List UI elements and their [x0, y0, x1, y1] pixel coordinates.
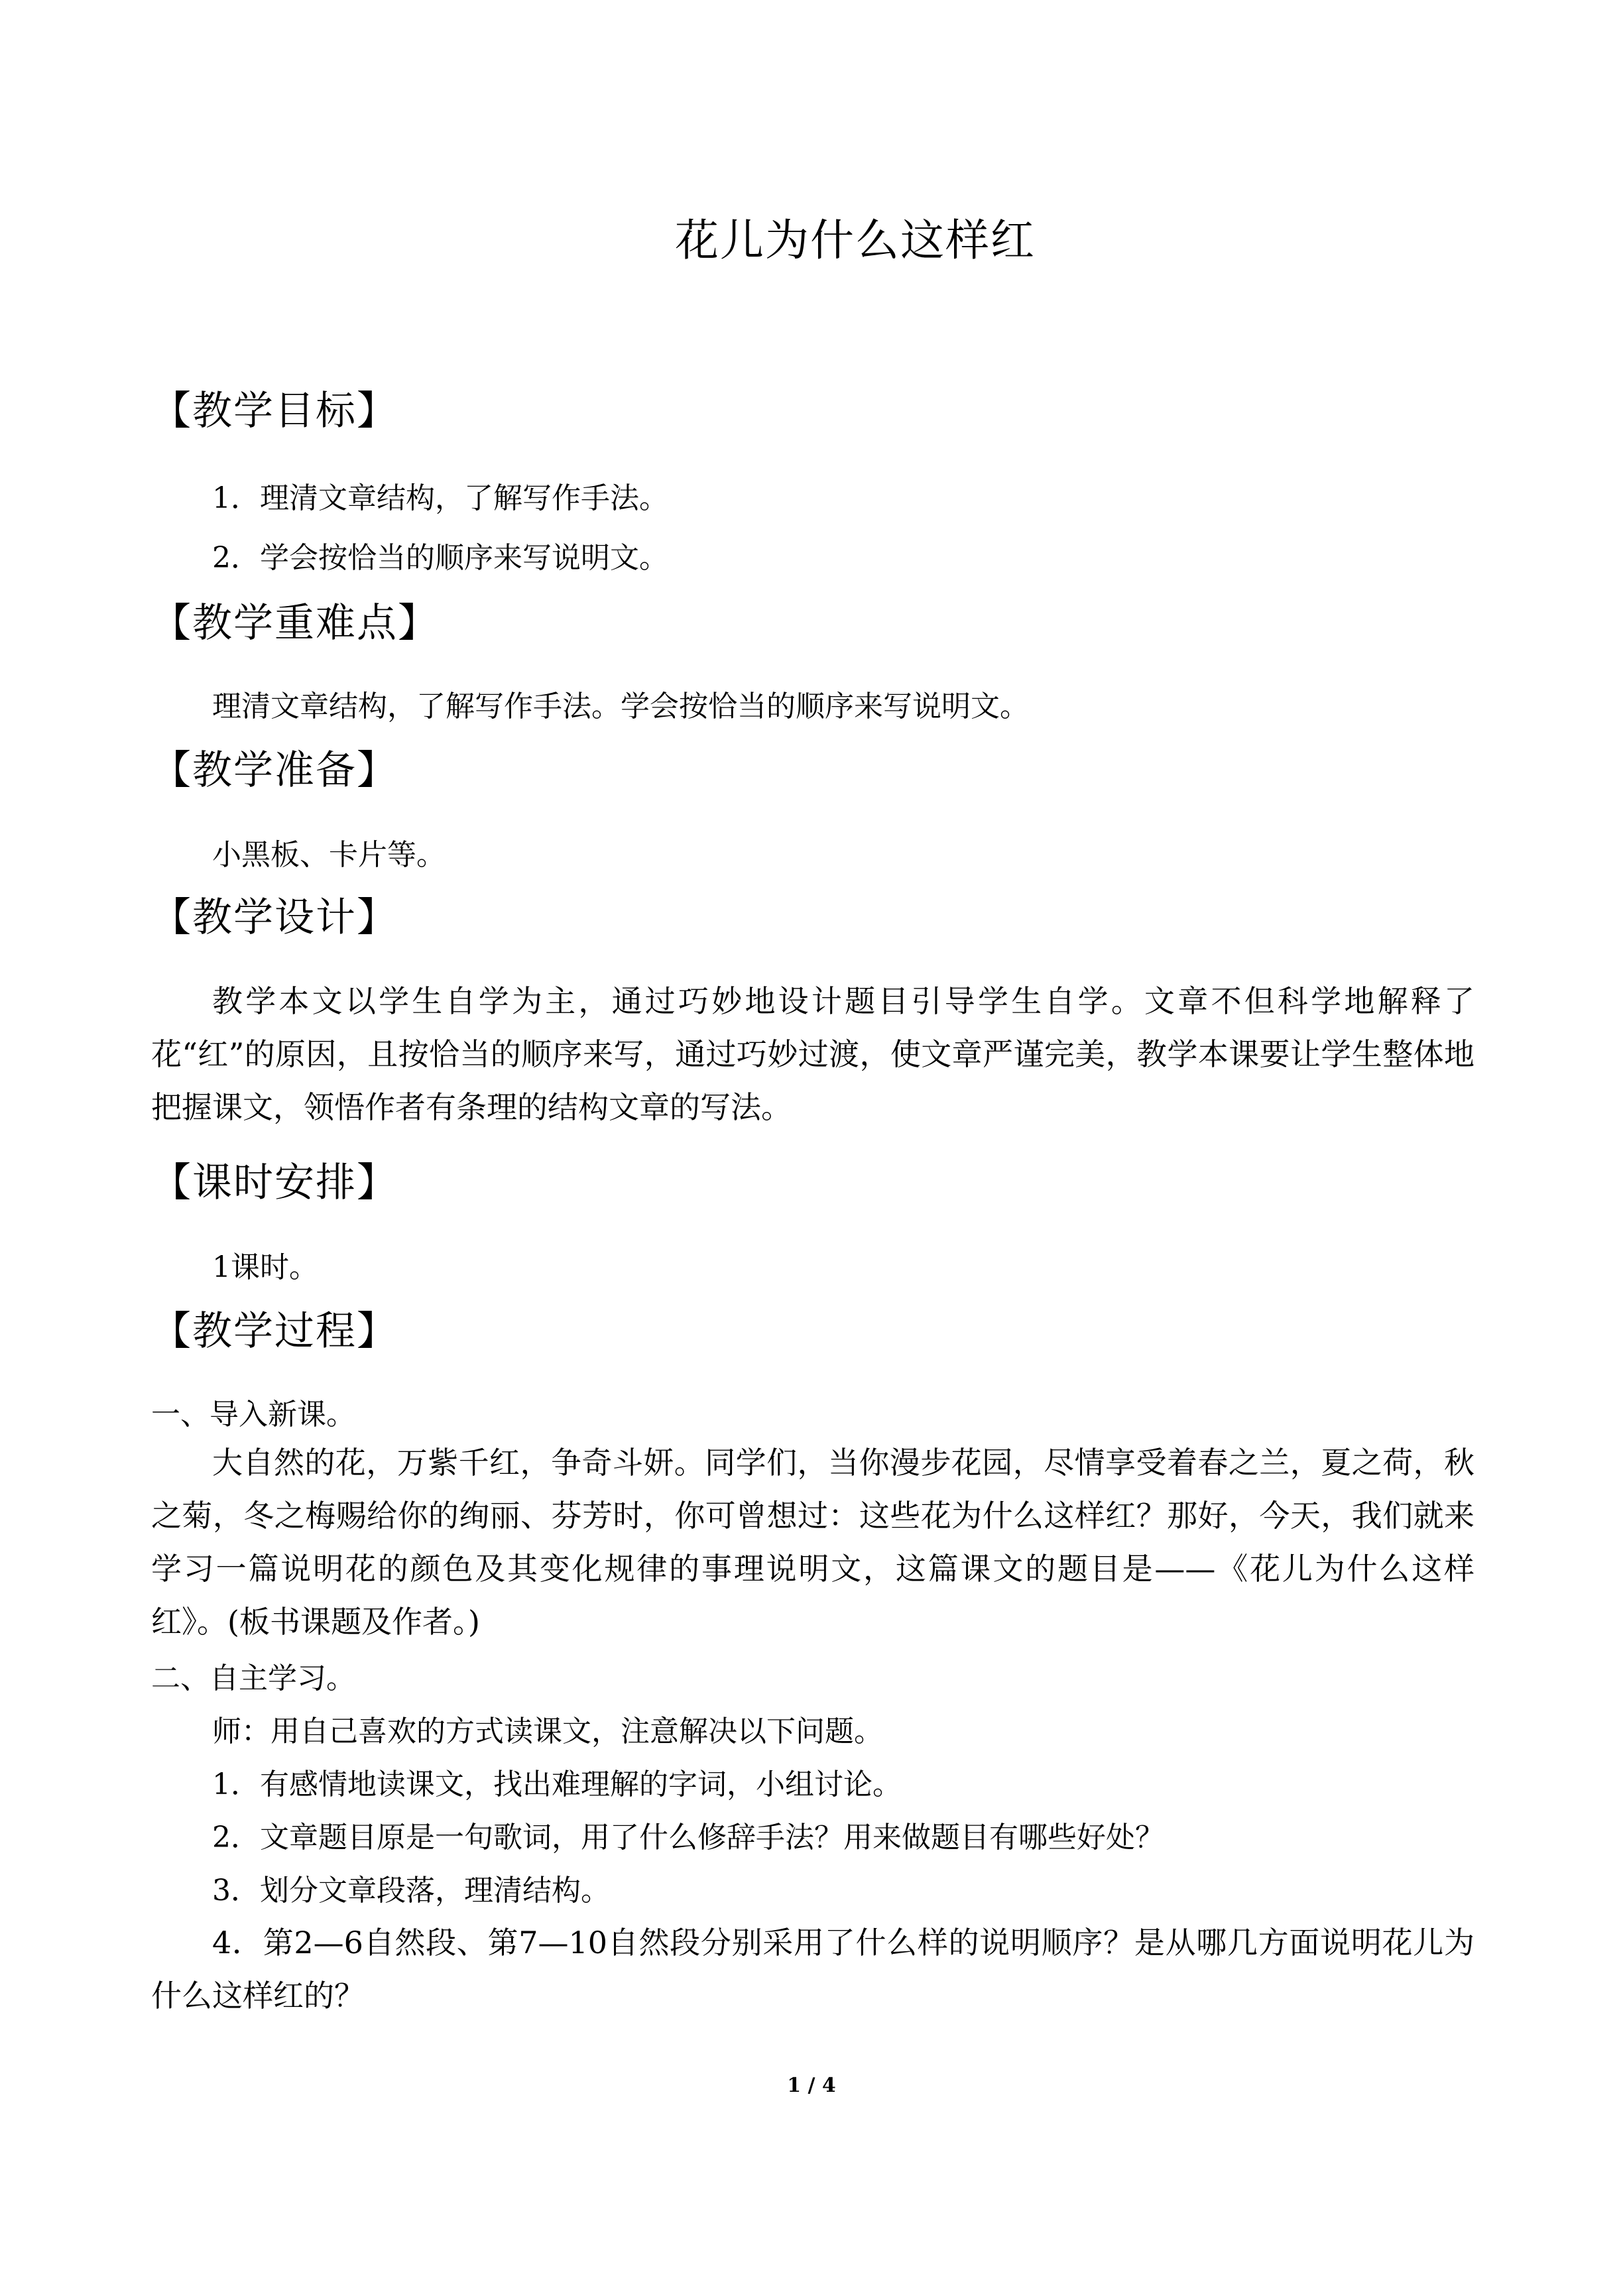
- page-number: 1 / 4: [787, 2074, 836, 2097]
- process-part2-title: 二、自主学习。: [151, 1662, 355, 1695]
- heading-objectives: 【教学目标】: [151, 388, 398, 434]
- process-part1-paragraph: 大自然的花，万紫千红，争奇斗妍。同学们，当你漫步花园，尽情享受着春之兰，夏之荷，秋之菊，冬之梅赐给你的绚丽、芬芳时，你可曾想过：这些花为什么这样红？那好，今天，我们就来学习一篇说明花的颜色及其变化规律的事理说明文，这篇课文的题目是——《花儿为什么这样红》。(板书课题及作者。): [151, 1445, 1474, 1640]
- process-part1-title: 一、导入新课。: [151, 1398, 355, 1431]
- preparation-text: 小黑板、卡片等。: [212, 838, 446, 872]
- heading-schedule: 【课时安排】: [151, 1160, 398, 1206]
- heading-process: 【教学过程】: [151, 1308, 398, 1355]
- heading-design: 【教学设计】: [151, 894, 398, 941]
- heading-preparation: 【教学准备】: [151, 747, 398, 794]
- document-title: 花儿为什么这样红: [675, 215, 1036, 266]
- question-3: 3．划分文章段落，理清结构。: [212, 1874, 610, 1907]
- question-1: 1．有感情地读课文，找出难理解的字词，小组讨论。: [212, 1768, 902, 1801]
- objective-item-1: 1．理清文章结构，了解写作手法。: [212, 481, 668, 515]
- schedule-text: 1课时。: [212, 1250, 318, 1284]
- question-4: 4．第2—6自然段、第7—10自然段分别采用了什么样的说明顺序？是从哪几方面说明花儿为什么这样红的？: [151, 1925, 1474, 2014]
- process-part2-intro: 师：用自己喜欢的方式读课文，注意解决以下问题。: [212, 1715, 883, 1748]
- key-points-text: 理清文章结构，了解写作手法。学会按恰当的顺序来写说明文。: [212, 690, 1029, 723]
- question-2: 2．文章题目原是一句歌词，用了什么修辞手法？用来做题目有哪些好处？: [212, 1821, 1164, 1854]
- objective-item-2: 2．学会按恰当的顺序来写说明文。: [212, 541, 668, 575]
- design-paragraph: 教学本文以学生自学为主，通过巧妙地设计题目引导学生自学。文章不但科学地解释了花“红”的原因，且按恰当的顺序来写，通过巧妙过渡，使文章严谨完美，教学本课要让学生整体地把握课文，领悟作者有条理的结构文章的写法。: [151, 983, 1474, 1125]
- heading-key-points: 【教学重难点】: [151, 600, 439, 646]
